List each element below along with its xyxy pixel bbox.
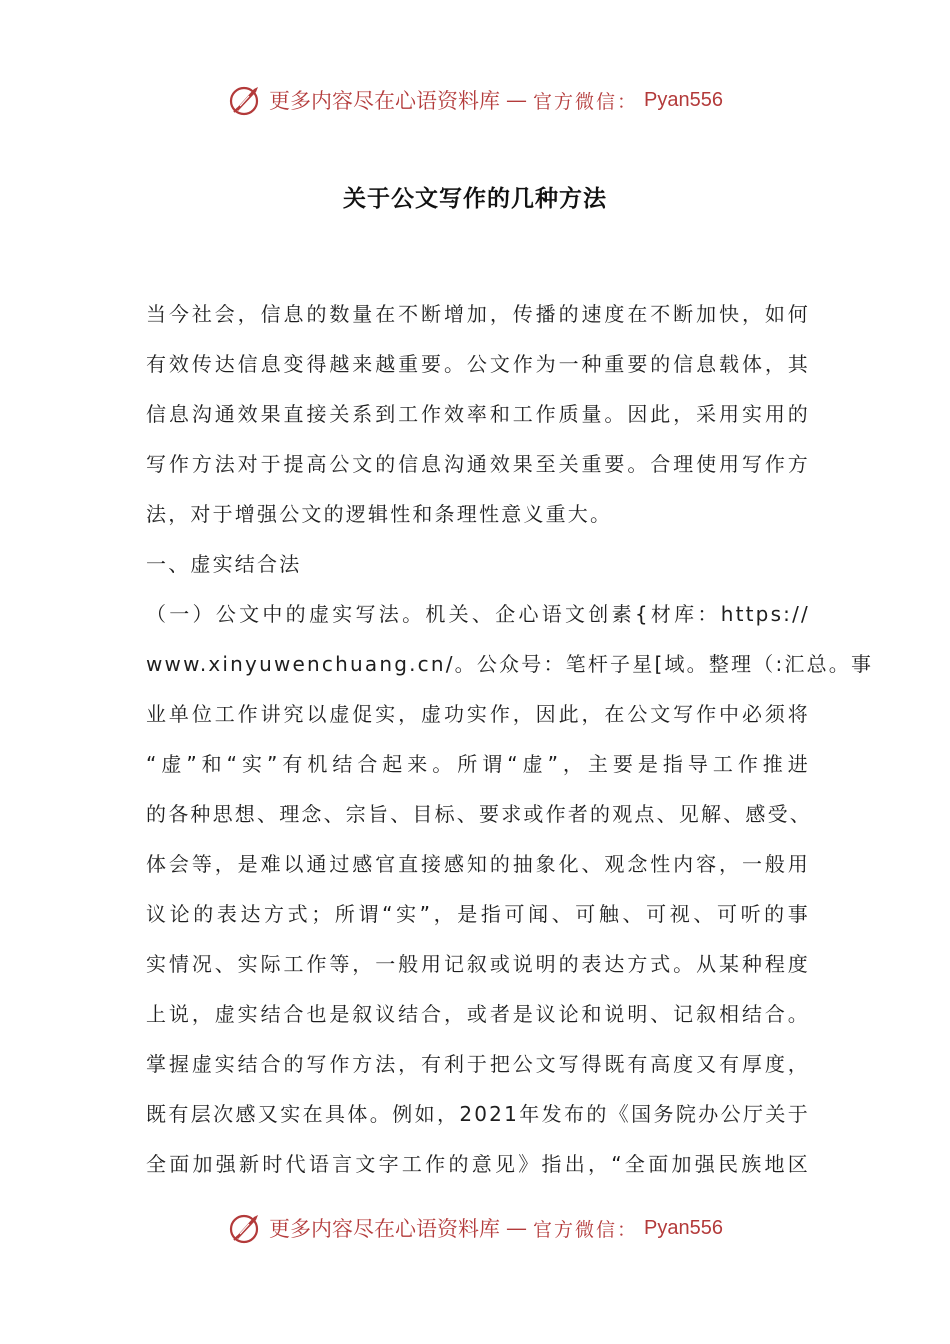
header-wechat-label: 官方微信： xyxy=(533,90,639,113)
footer-banner-separator: — xyxy=(506,1216,527,1240)
body-line: （一）公文中的虚实写法。机关、企心语文创素{材库：https:// xyxy=(146,602,810,626)
quill-logo-icon xyxy=(227,82,263,118)
body-line: www.xinyuwenchuang.cn/。公众号：笔杆子星[域。整理（:汇总。事 xyxy=(146,652,874,676)
section-heading: 一、虚实结合法 xyxy=(146,552,302,576)
body-line: 既有层次感又实在具体。例如，2021年发布的《国务院办公厅关于 xyxy=(146,1102,810,1126)
body-line: 信息沟通效果直接关系到工作效率和工作质量。因此，采用实用的 xyxy=(146,402,810,426)
footer-wechat-id: Pyan556 xyxy=(644,1216,723,1239)
body-line: 议论的表达方式；所谓“实”，是指可闻、可触、可视、可听的事 xyxy=(146,902,810,926)
footer-banner xyxy=(0,1210,950,1246)
body-line: 当今社会，信息的数量在不断增加，传播的速度在不断加快，如何 xyxy=(146,302,810,326)
body-line: 写作方法对于提高公文的信息沟通效果至关重要。合理使用写作方 xyxy=(146,452,810,476)
body-line: 的各种思想、理念、宗旨、目标、要求或作者的观点、见解、感受、 xyxy=(146,802,812,826)
body-line: 有效传达信息变得越来越重要。公文作为一种重要的信息载体，其 xyxy=(146,352,810,376)
header-banner xyxy=(0,82,950,118)
body-line: 上说，虚实结合也是叙议结合，或者是议论和说明、记叙相结合。 xyxy=(146,1002,810,1026)
header-banner-separator: — xyxy=(506,88,527,112)
document-title: 关于公文写作的几种方法 xyxy=(343,186,607,212)
body-line: 法，对于增强公文的逻辑性和条理性意义重大。 xyxy=(146,502,613,526)
body-line: “虚”和“实”有机结合起来。所谓“虚”，主要是指导工作推进 xyxy=(146,752,810,776)
header-wechat-id: Pyan556 xyxy=(644,88,723,111)
body-line: 业单位工作讲究以虚促实，虚功实作，因此，在公文写作中必须将 xyxy=(146,702,810,726)
quill-logo-icon xyxy=(227,1210,263,1246)
footer-wechat-label: 官方微信： xyxy=(533,1218,639,1241)
header-banner-text: 更多内容尽在心语资料库 xyxy=(269,89,500,113)
body-line: 全面加强新时代语言文字工作的意见》指出，“全面加强民族地区 xyxy=(146,1152,810,1176)
document-body xyxy=(146,289,874,1189)
body-line: 体会等，是难以通过感官直接感知的抽象化、观念性内容，一般用 xyxy=(146,852,810,876)
body-line: 掌握虚实结合的写作方法，有利于把公文写得既有高度又有厚度， xyxy=(146,1052,810,1076)
footer-banner-text: 更多内容尽在心语资料库 xyxy=(269,1217,500,1241)
body-line: 实情况、实际工作等，一般用记叙或说明的表达方式。从某种程度 xyxy=(146,952,810,976)
